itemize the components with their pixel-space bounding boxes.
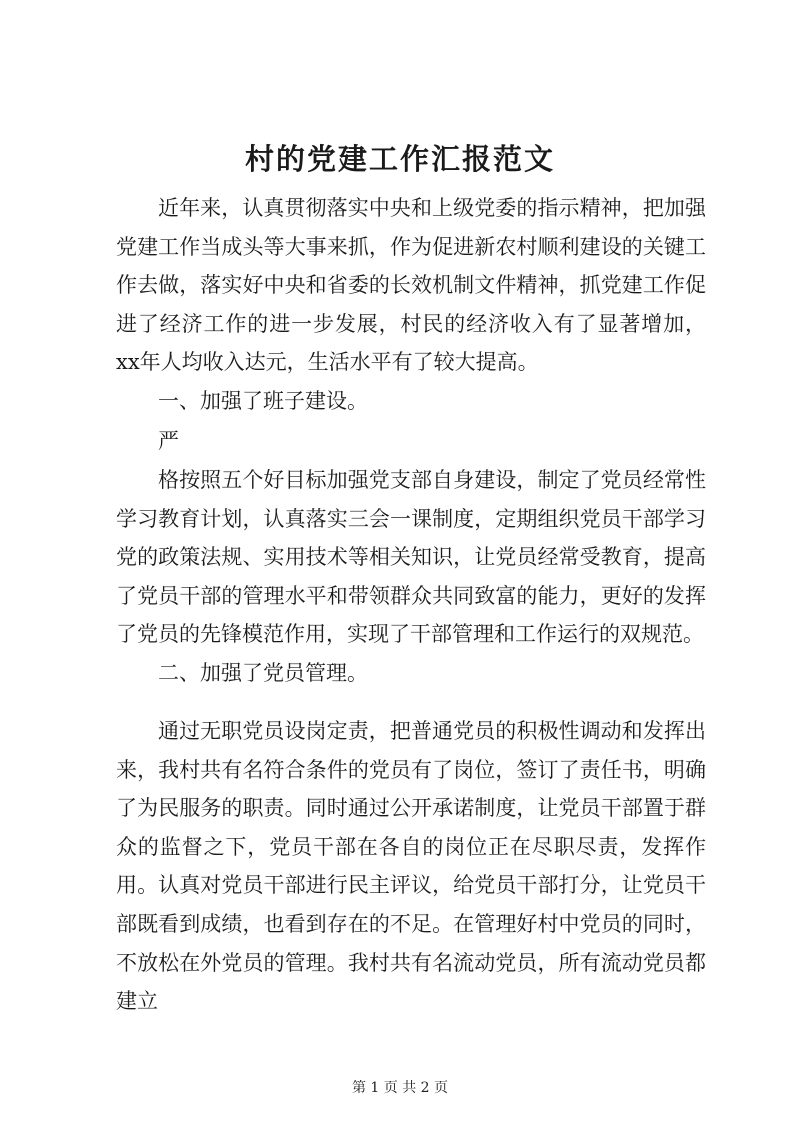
paragraph-fragment: 严 (158, 429, 179, 453)
document-title: 村的党建工作汇报范文 (244, 142, 555, 176)
paragraph-intro: 近年来，认真贯彻落实中央和上级党委的指示精神，把加强党建工作当成头等大事来抓，作为促进新农村顺利建设的关键工作去做，落实好中央和省委的长效机制文件精神，抓党建工作促进了经济工作的进一步发展，村民的经济收入有了显著增加，xx年人均收入达元，生活水平有了较大提高。 (116, 196, 706, 375)
paragraph-team-building: 格按照五个好目标加强党支部自身建设，制定了党员经常性学习教育计划，认真落实三会一课制度，定期组织党员干部学习党的政策法规、实用技术等相关知识，让党员经常受教育，提高了党员干部的管理水平和带领群众共同致富的能力，更好的发挥了党员的先锋模范作用，实现了干部管理和工作运行的双规范。 (116, 468, 706, 647)
section-heading-member-management: 二、加强了党员管理。 (158, 661, 368, 685)
paragraph-member-management: 通过无职党员设岗定责，把普通党员的积极性调动和发挥出来，我村共有名符合条件的党员有了岗位，签订了责任书，明确了为民服务的职责。同时通过公开承诺制度，让党员干部置于群众的监督之下，党员干部在各自的岗位正在尽职尽责，发挥作用。认真对党员干部进行民主评议，给党员干部打分，让党员干部既看到成绩，也看到存在的不足。在管理好村中党员的同时，不放松在外党员的管理。我村共有名流动党员，所有流动党员都建立 (116, 719, 706, 1014)
page-footer: 第 1 页 共 2 页 (351, 1080, 449, 1096)
section-heading-team-building: 一、加强了班子建设。 (158, 389, 368, 413)
